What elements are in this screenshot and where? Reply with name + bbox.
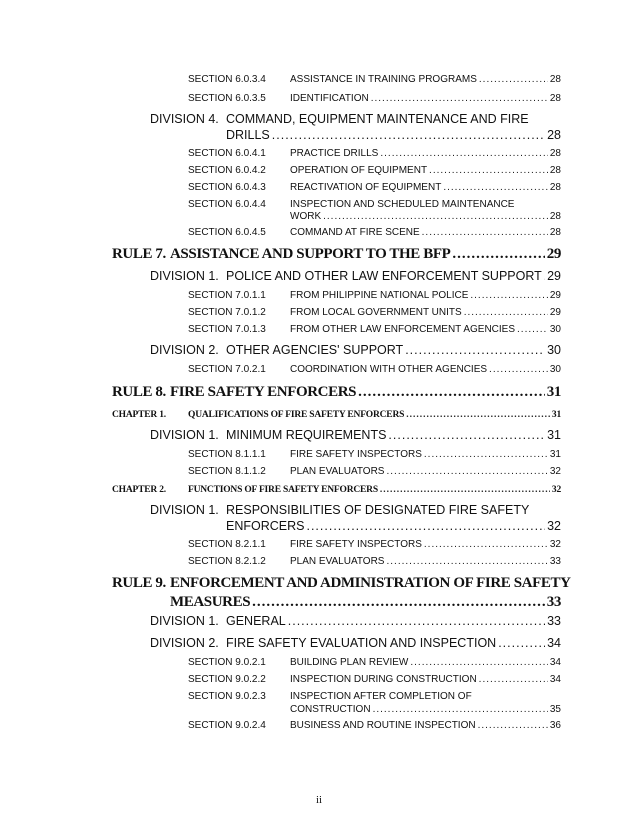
dot-leader bbox=[489, 364, 548, 375]
dot-leader bbox=[479, 674, 548, 685]
entry-code: CHAPTER 2. bbox=[112, 485, 166, 495]
entry-title: COORDINATION WITH OTHER AGENCIES bbox=[290, 364, 488, 375]
entry-page: 33 bbox=[549, 556, 561, 567]
entry-title: FROM LOCAL GOVERNMENT UNITS bbox=[290, 307, 462, 318]
entry-page: 33 bbox=[546, 594, 561, 610]
entry-title-line2: CONSTRUCTION bbox=[290, 704, 371, 715]
entry-code: RULE 9. bbox=[112, 575, 166, 591]
entry-title: FROM PHILIPPINE NATIONAL POLICE bbox=[290, 290, 469, 301]
entry-page: 28 bbox=[549, 165, 561, 176]
entry-title-line1: COMMAND, EQUIPMENT MAINTENANCE AND FIRE bbox=[226, 112, 529, 126]
dot-leader bbox=[478, 720, 548, 731]
toc-entry-section-8-2-1-2[interactable] bbox=[188, 556, 561, 570]
dot-leader bbox=[386, 556, 547, 567]
entry-code: DIVISION 1. bbox=[150, 428, 219, 442]
entry-code: DIVISION 1. bbox=[150, 503, 219, 517]
toc-entry-section-9-0-2-3-line1[interactable] bbox=[188, 691, 472, 702]
toc-entry-section-7-0-1-1[interactable] bbox=[188, 290, 561, 304]
entry-page: 33 bbox=[547, 614, 561, 628]
entry-title: OPERATION OF EQUIPMENT bbox=[290, 165, 428, 176]
toc-entry-section-6-0-4-2[interactable] bbox=[188, 165, 561, 179]
dot-leader bbox=[517, 324, 548, 335]
toc-entry-rule-8[interactable] bbox=[112, 384, 561, 404]
entry-page: 28 bbox=[549, 148, 561, 159]
entry-page: 34 bbox=[549, 657, 561, 668]
dot-leader bbox=[544, 269, 545, 283]
dot-leader bbox=[371, 93, 548, 104]
entry-title: GENERAL bbox=[226, 614, 286, 628]
dot-leader bbox=[406, 410, 550, 420]
toc-entry-section-8-2-1-1[interactable] bbox=[188, 539, 561, 553]
toc-entry-rule-7[interactable] bbox=[112, 246, 561, 266]
entry-code: CHAPTER 1. bbox=[112, 410, 166, 420]
toc-entry-rule-9-line1[interactable] bbox=[112, 575, 571, 592]
entry-title-line2: ENFORCERS bbox=[226, 519, 305, 533]
toc-entry-chapter-1-division-1[interactable] bbox=[150, 428, 561, 446]
dot-leader bbox=[498, 636, 545, 650]
toc-entry-section-8-1-1-1[interactable] bbox=[188, 449, 561, 463]
toc-entry-chapter-1[interactable] bbox=[112, 410, 561, 424]
dot-leader bbox=[405, 343, 545, 357]
entry-code: SECTION 9.0.2.1 bbox=[188, 657, 266, 668]
entry-title: PRACTICE DRILLS bbox=[290, 148, 379, 159]
toc-entry-section-6-0-3-5[interactable] bbox=[188, 93, 561, 107]
toc-entry-section-7-0-1-2[interactable] bbox=[188, 307, 561, 321]
toc-entry-division-4-line1[interactable] bbox=[150, 112, 529, 126]
dot-leader bbox=[373, 704, 548, 715]
toc-entry-section-6-0-4-5[interactable] bbox=[188, 227, 561, 241]
entry-code: DIVISION 2. bbox=[150, 343, 219, 357]
entry-code: SECTION 6.0.3.5 bbox=[188, 93, 266, 104]
entry-title: FIRE SAFETY INSPECTORS bbox=[290, 449, 422, 460]
entry-page: 30 bbox=[547, 343, 561, 357]
dot-leader bbox=[288, 614, 545, 628]
entry-code: DIVISION 4. bbox=[150, 112, 219, 126]
toc-entry-section-9-0-2-2[interactable] bbox=[188, 674, 561, 688]
entry-code: SECTION 6.0.4.3 bbox=[188, 182, 266, 193]
entry-title: PLAN EVALUATORS bbox=[290, 556, 385, 567]
toc-entry-division-4-line2[interactable] bbox=[226, 128, 561, 146]
dot-leader bbox=[410, 657, 548, 668]
entry-title-line2: MEASURES bbox=[170, 594, 251, 610]
entry-page: 28 bbox=[549, 93, 561, 104]
dot-leader bbox=[470, 290, 548, 301]
entry-code: SECTION 7.0.2.1 bbox=[188, 364, 266, 375]
entry-page: 32 bbox=[549, 539, 561, 550]
entry-code: RULE 7. bbox=[112, 246, 166, 262]
entry-title: QUALIFICATIONS OF FIRE SAFETY ENFORCERS bbox=[188, 410, 405, 420]
dot-leader bbox=[380, 485, 550, 495]
entry-page: 29 bbox=[549, 290, 561, 301]
entry-page: 35 bbox=[549, 704, 561, 715]
dot-leader bbox=[464, 307, 548, 318]
entry-code: SECTION 8.2.1.1 bbox=[188, 539, 266, 550]
entry-title: FUNCTIONS OF FIRE SAFETY ENFORCERS bbox=[188, 485, 378, 495]
entry-page: 32 bbox=[551, 485, 561, 495]
toc-entry-rule-7-division-1[interactable] bbox=[150, 269, 561, 287]
toc-entry-rule-9-division-1[interactable] bbox=[150, 614, 561, 632]
dot-leader bbox=[443, 182, 548, 193]
entry-page: 28 bbox=[547, 128, 561, 142]
entry-code: SECTION 8.1.1.1 bbox=[188, 449, 266, 460]
entry-code: SECTION 7.0.1.1 bbox=[188, 290, 266, 301]
entry-code: SECTION 9.0.2.4 bbox=[188, 720, 266, 731]
dot-leader bbox=[424, 539, 548, 550]
toc-entry-section-9-0-2-4[interactable] bbox=[188, 720, 561, 734]
toc-entry-section-9-0-2-3-line2[interactable] bbox=[290, 704, 561, 718]
toc-entry-section-8-1-1-2[interactable] bbox=[188, 466, 561, 480]
dot-leader bbox=[306, 519, 545, 533]
entry-page: 28 bbox=[549, 211, 561, 222]
toc-entry-chapter-2[interactable] bbox=[112, 485, 561, 499]
entry-page: 36 bbox=[549, 720, 561, 731]
entry-code: SECTION 8.1.1.2 bbox=[188, 466, 266, 477]
entry-title: OTHER AGENCIES' SUPPORT bbox=[226, 343, 404, 357]
dot-leader bbox=[358, 384, 545, 401]
entry-page: 31 bbox=[549, 449, 561, 460]
toc-entry-section-7-0-1-3[interactable] bbox=[188, 324, 561, 338]
page-number: ii bbox=[315, 794, 323, 806]
entry-title: BUSINESS AND ROUTINE INSPECTION bbox=[290, 720, 476, 731]
entry-code: SECTION 6.0.3.4 bbox=[188, 74, 266, 85]
entry-code: SECTION 9.0.2.3 bbox=[188, 691, 266, 702]
dot-leader bbox=[452, 246, 544, 263]
entry-code: SECTION 6.0.4.2 bbox=[188, 165, 266, 176]
entry-code: SECTION 7.0.1.3 bbox=[188, 324, 266, 335]
entry-title: FROM OTHER LAW ENFORCEMENT AGENCIES bbox=[290, 324, 516, 335]
dot-leader bbox=[323, 211, 548, 222]
entry-page: 32 bbox=[549, 466, 561, 477]
dot-leader bbox=[429, 165, 548, 176]
entry-code: RULE 8. bbox=[112, 384, 166, 400]
dot-leader bbox=[380, 148, 548, 159]
entry-title-line2: DRILLS bbox=[226, 128, 270, 142]
toc-entry-section-7-0-2-1[interactable] bbox=[188, 364, 561, 378]
entry-page: 30 bbox=[549, 324, 561, 335]
dot-leader bbox=[252, 594, 545, 611]
entry-page: 31 bbox=[546, 384, 561, 400]
entry-title: FIRE SAFETY EVALUATION AND INSPECTION bbox=[226, 636, 497, 650]
entry-page: 29 bbox=[547, 269, 561, 283]
entry-title-line1: INSPECTION AND SCHEDULED MAINTENANCE bbox=[290, 199, 515, 210]
toc-entry-chapter-2-division-1-line2[interactable] bbox=[226, 519, 561, 537]
entry-title: PLAN EVALUATORS bbox=[290, 466, 385, 477]
entry-title: COMMAND AT FIRE SCENE bbox=[290, 227, 420, 238]
dot-leader bbox=[424, 449, 548, 460]
toc-entry-rule-9-line2[interactable] bbox=[170, 594, 561, 614]
entry-title: MINIMUM REQUIREMENTS bbox=[226, 428, 387, 442]
entry-title: REACTIVATION OF EQUIPMENT bbox=[290, 182, 442, 193]
entry-page: 29 bbox=[546, 246, 561, 262]
toc-entry-section-9-0-2-1[interactable] bbox=[188, 657, 561, 671]
entry-code: DIVISION 1. bbox=[150, 269, 219, 283]
entry-title: POLICE AND OTHER LAW ENFORCEMENT SUPPORT bbox=[226, 269, 542, 283]
entry-title: FIRE SAFETY ENFORCERS bbox=[170, 384, 357, 400]
entry-title-line1: ENFORCEMENT AND ADMINISTRATION OF FIRE SAFETY bbox=[170, 575, 571, 591]
dot-leader bbox=[386, 466, 547, 477]
toc-entry-chapter-2-division-1-line1[interactable] bbox=[150, 503, 529, 517]
entry-code: DIVISION 1. bbox=[150, 614, 219, 628]
entry-title-line2: WORK bbox=[290, 211, 322, 222]
dot-leader bbox=[479, 74, 548, 85]
toc-entry-section-6-0-4-4-line1[interactable] bbox=[188, 199, 514, 210]
entry-code: SECTION 6.0.4.1 bbox=[188, 148, 266, 159]
entry-page: 31 bbox=[551, 410, 561, 420]
dot-leader bbox=[388, 428, 545, 442]
entry-page: 30 bbox=[549, 364, 561, 375]
entry-title-line1: RESPONSIBILITIES OF DESIGNATED FIRE SAFETY bbox=[226, 503, 530, 517]
entry-title: IDENTIFICATION bbox=[290, 93, 369, 104]
toc-entry-rule-7-division-2[interactable] bbox=[150, 343, 561, 361]
entry-code: SECTION 6.0.4.4 bbox=[188, 199, 266, 210]
toc-entry-section-6-0-4-3[interactable] bbox=[188, 182, 561, 196]
entry-title: ASSISTANCE AND SUPPORT TO THE BFP bbox=[170, 246, 451, 262]
entry-page: 31 bbox=[547, 428, 561, 442]
entry-page: 34 bbox=[549, 674, 561, 685]
entry-title-line1: INSPECTION AFTER COMPLETION OF bbox=[290, 691, 472, 702]
entry-page: 28 bbox=[549, 227, 561, 238]
toc-entry-section-6-0-3-4[interactable] bbox=[188, 74, 561, 88]
entry-code: SECTION 9.0.2.2 bbox=[188, 674, 266, 685]
entry-title: ASSISTANCE IN TRAINING PROGRAMS bbox=[290, 74, 477, 85]
entry-code: SECTION 7.0.1.2 bbox=[188, 307, 266, 318]
entry-title: FIRE SAFETY INSPECTORS bbox=[290, 539, 422, 550]
entry-code: SECTION 6.0.4.5 bbox=[188, 227, 266, 238]
entry-code: DIVISION 2. bbox=[150, 636, 219, 650]
dot-leader bbox=[422, 227, 548, 238]
entry-page: 28 bbox=[549, 182, 561, 193]
entry-title: INSPECTION DURING CONSTRUCTION bbox=[290, 674, 477, 685]
dot-leader bbox=[272, 128, 545, 142]
toc-entry-section-6-0-4-4-line2[interactable] bbox=[290, 211, 561, 225]
entry-page: 28 bbox=[549, 74, 561, 85]
toc-entry-rule-9-division-2[interactable] bbox=[150, 636, 561, 654]
entry-title: BUILDING PLAN REVIEW bbox=[290, 657, 409, 668]
entry-page: 32 bbox=[547, 519, 561, 533]
toc-entry-section-6-0-4-1[interactable] bbox=[188, 148, 561, 162]
entry-code: SECTION 8.2.1.2 bbox=[188, 556, 266, 567]
entry-page: 29 bbox=[549, 307, 561, 318]
entry-page: 34 bbox=[547, 636, 561, 650]
